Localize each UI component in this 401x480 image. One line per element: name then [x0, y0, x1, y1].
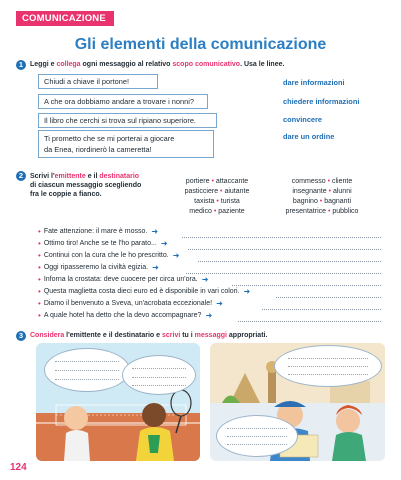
speech-bubble[interactable] [122, 355, 196, 395]
arrow-icon: ➜ [205, 311, 213, 320]
ex2-message-4: • Oggi ripasseremo la civiltà egizia. ➜ [38, 263, 159, 272]
purpose-dare-informazioni[interactable]: dare informazioni [283, 78, 345, 87]
speech-bubble[interactable] [216, 415, 298, 457]
message-box-3: Il libro che cerchi si trova sul ripiano superiore. [38, 113, 217, 128]
arrow-icon: ➜ [216, 299, 223, 308]
answer-line[interactable] [276, 297, 381, 298]
message-box-4: Ti prometto che se mi porterai a giocare da Enea, riordinerò la cameretta! [38, 130, 214, 158]
ex2-message-6: • Questa maglietta costa dieci euro ed è disponibile in vari colori. ➜ [38, 287, 251, 296]
answer-line[interactable] [188, 249, 381, 250]
answer-line[interactable] [238, 321, 381, 322]
purpose-dare-un-ordine[interactable]: dare un ordine [283, 132, 335, 141]
exercise-number-3: 3 [16, 331, 26, 341]
arrow-icon: ➜ [152, 263, 159, 272]
answer-line[interactable] [198, 261, 381, 262]
ex2-message-5: • Inforna la crostata: deve cuocere per circa un'ora. ➜ [38, 275, 209, 284]
arrow-icon: ➜ [172, 251, 180, 260]
ex2-message-7: • Diamo il benvenuto a Sveva, un'acrobata eccezionale! ➜ [38, 299, 223, 308]
role-pair: insegnante • alunni [292, 188, 352, 195]
purpose-chiedere-informazioni[interactable]: chiedere informazioni [283, 97, 360, 106]
ex2-message-8: • A quale hotel ha detto che la devo accompagnare? ➜ [38, 311, 213, 320]
role-pair: portiere • attaccante [185, 178, 249, 185]
message-box-1: Chiudi a chiave il portone! [38, 74, 158, 89]
arrow-icon: ➜ [201, 275, 209, 284]
exercise-3-instruction: Considera l'emittente e il destinatario e scrivi tu i messaggi appropriati. [30, 332, 268, 339]
ex2-message-1: • Fate attenzione: il mare è mosso. ➜ [38, 227, 159, 236]
tourist-illustration [210, 343, 385, 461]
answer-line[interactable] [262, 309, 381, 310]
role-pairs-column-2 [272, 177, 372, 217]
answer-line[interactable] [182, 237, 381, 238]
answer-line[interactable] [232, 285, 381, 286]
role-pair: medico • paziente [189, 208, 245, 215]
page-title: Gli elementi della comunicazione [74, 36, 327, 53]
message-box-2: A che ora dobbiamo andare a trovare i nonni? [38, 94, 208, 109]
exercise-number-1: 1 [16, 60, 26, 70]
speech-bubble[interactable] [274, 345, 382, 387]
role-pairs-column-1 [170, 177, 264, 217]
page-number: 124 [10, 462, 27, 473]
ex2-message-3: • Continui con la cura che le ho prescritto. ➜ [38, 251, 180, 260]
ex2-message-2: • Ottimo tiro! Anche se te l'ho parato... ➜ [38, 239, 168, 248]
role-pair: pasticciere • aiutante [184, 188, 250, 195]
exercise-number-2: 2 [16, 171, 26, 181]
role-pair: commesso • cliente [291, 178, 353, 185]
tennis-illustration [36, 343, 200, 461]
exercise-2-instruction: Scrivi l'emittente e il destinatario di ciascun messaggio scegliendo fra le coppie a fianco. [30, 173, 142, 198]
purpose-convincere[interactable]: convincere [283, 115, 323, 124]
section-tag: COMUNICAZIONE [16, 11, 114, 26]
arrow-icon: ➜ [160, 239, 168, 248]
answer-line[interactable] [186, 273, 381, 274]
role-pair: bagnino • bagnanti [292, 198, 352, 205]
role-pair: taxista • turista [194, 198, 240, 205]
exercise-1-instruction: Leggi e collega ogni messaggio al relativo scopo comunicativo. Usa le linee. [30, 61, 285, 68]
speech-bubble[interactable] [44, 348, 130, 392]
role-pair: presentatrice • pubblico [285, 208, 359, 215]
arrow-icon: ➜ [243, 287, 251, 296]
arrow-icon: ➜ [151, 227, 159, 236]
